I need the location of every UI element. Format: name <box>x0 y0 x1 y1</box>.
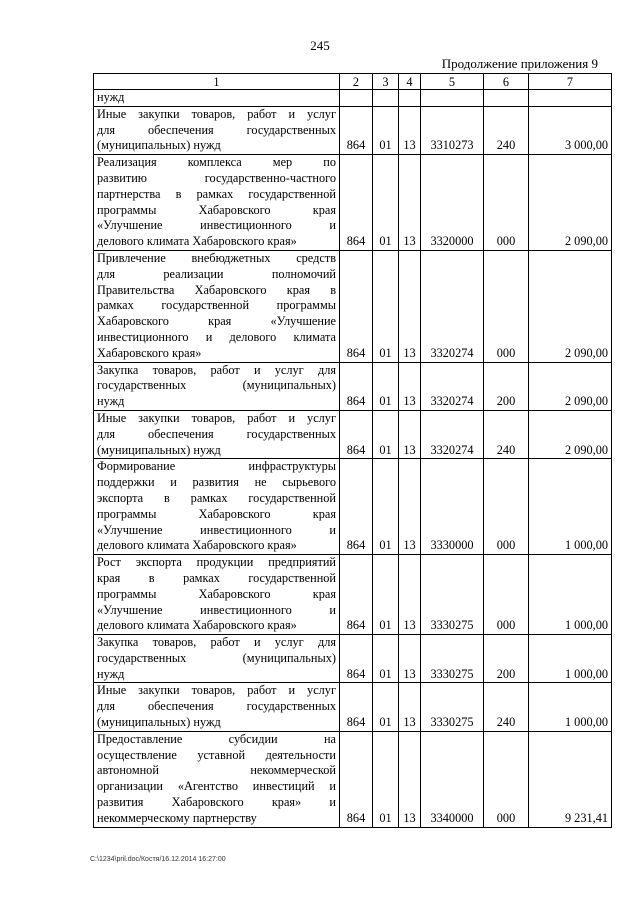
row-description <box>94 362 340 410</box>
ministry-code: 864 <box>340 731 373 827</box>
row-description <box>94 459 340 555</box>
subsection-code: 13 <box>399 731 421 827</box>
table-row <box>94 155 612 251</box>
expense-type-code: 000 <box>484 155 529 251</box>
amount: 9 231,41 <box>529 731 612 827</box>
description-line: развития Хабаровского края» и <box>97 795 336 810</box>
description-line: программы Хабаровского края <box>97 586 336 601</box>
expense-type-code: 200 <box>484 635 529 683</box>
row-description <box>94 90 340 107</box>
expense-type-code: 000 <box>484 731 529 827</box>
description-line: «Улучшение инвестиционного и <box>97 602 336 617</box>
section-code: 01 <box>373 635 399 683</box>
ministry-code: 864 <box>340 459 373 555</box>
target-article-code: 3330275 <box>421 555 484 635</box>
appendix-note: Продолжение приложения 9 <box>441 56 598 71</box>
target-article-code: 3330000 <box>421 459 484 555</box>
subsection-code: 13 <box>399 635 421 683</box>
amount: 3 000,00 <box>529 106 612 154</box>
target-article-code <box>421 90 484 107</box>
subsection-code: 13 <box>399 362 421 410</box>
expense-type-code: 000 <box>484 459 529 555</box>
file-path-footer: C:\1234\pril.doc/Костя/16.12.2014 16:27:00 <box>90 856 226 863</box>
section-code: 01 <box>373 250 399 362</box>
target-article-code: 3320274 <box>421 250 484 362</box>
description-line: нужд <box>97 666 125 681</box>
description-line: некоммерческому партнерству <box>97 810 257 825</box>
row-description <box>94 410 340 458</box>
page-number: 245 <box>310 38 330 53</box>
description-line: инвестиционного и делового климата <box>97 329 336 344</box>
expense-type-code <box>484 90 529 107</box>
description-line: Формирование инфраструктуры <box>97 459 336 474</box>
table-row <box>94 410 612 458</box>
table-row <box>94 106 612 154</box>
section-code: 01 <box>373 410 399 458</box>
table-row <box>94 731 612 827</box>
target-article-code: 3330275 <box>421 635 484 683</box>
row-description <box>94 250 340 362</box>
amount: 1 000,00 <box>529 459 612 555</box>
description-line: поддержки и развития не сырьевого <box>97 475 336 490</box>
table-row <box>94 459 612 555</box>
section-code: 01 <box>373 155 399 251</box>
expense-type-code: 240 <box>484 410 529 458</box>
amount: 1 000,00 <box>529 683 612 731</box>
description-line: Закупка товаров, работ и услуг для <box>97 362 336 377</box>
description-line: Иные закупки товаров, работ и услуг <box>97 683 336 698</box>
description-line: Правительства Хабаровского края в <box>97 282 336 297</box>
description-line: (муниципальных) нужд <box>97 715 221 730</box>
row-description <box>94 155 340 251</box>
amount: 2 090,00 <box>529 410 612 458</box>
description-line: Закупка товаров, работ и услуг для <box>97 635 336 650</box>
table-row <box>94 683 612 731</box>
description-line: Реализация комплекса мер по <box>97 155 336 170</box>
target-article-code: 3340000 <box>421 731 484 827</box>
description-line: для обеспечения государственных <box>97 122 336 137</box>
description-line: для обеспечения государственных <box>97 426 336 441</box>
table-body <box>94 90 612 828</box>
description-line: Предоставление субсидии на <box>97 731 336 746</box>
description-line: Привлечение внебюджетных средств <box>97 250 336 265</box>
description-line: Рост экспорта продукции предприятий <box>97 555 336 570</box>
header-cell: 2 <box>340 74 373 90</box>
section-code: 01 <box>373 683 399 731</box>
subsection-code: 13 <box>399 459 421 555</box>
budget-table <box>93 73 612 828</box>
amount: 1 000,00 <box>529 555 612 635</box>
description-line: программы Хабаровского края <box>97 506 336 521</box>
description-line: Хабаровского края» <box>97 345 202 360</box>
expense-type-code: 000 <box>484 250 529 362</box>
description-line: «Улучшение инвестиционного и <box>97 522 336 537</box>
description-line: осуществление уставной деятельности <box>97 747 336 762</box>
section-code: 01 <box>373 459 399 555</box>
section-code: 01 <box>373 731 399 827</box>
description-line: Иные закупки товаров, работ и услуг <box>97 106 336 121</box>
description-line: организации «Агентство инвестиций и <box>97 779 336 794</box>
description-line: «Улучшение инвестиционного и <box>97 218 336 233</box>
description-line: (муниципальных) нужд <box>97 138 221 153</box>
description-line: Хабаровского края «Улучшение <box>97 314 336 329</box>
expense-type-code: 200 <box>484 362 529 410</box>
amount <box>529 90 612 107</box>
table-header-row <box>94 74 612 90</box>
expense-type-code: 240 <box>484 106 529 154</box>
target-article-code: 3320274 <box>421 362 484 410</box>
subsection-code: 13 <box>399 106 421 154</box>
amount: 2 090,00 <box>529 250 612 362</box>
description-line: экспорта в рамках государственной <box>97 490 336 505</box>
ministry-code: 864 <box>340 250 373 362</box>
ministry-code: 864 <box>340 555 373 635</box>
subsection-code: 13 <box>399 683 421 731</box>
target-article-code: 3330275 <box>421 683 484 731</box>
amount: 2 090,00 <box>529 155 612 251</box>
header-cell: 4 <box>399 74 421 90</box>
section-code: 01 <box>373 362 399 410</box>
description-line: делового климата Хабаровского края» <box>97 618 297 633</box>
description-line: рамках государственной программы <box>97 298 336 313</box>
row-description <box>94 731 340 827</box>
header-cell: 5 <box>421 74 484 90</box>
table-row <box>94 250 612 362</box>
ministry-code <box>340 90 373 107</box>
header-cell: 1 <box>94 74 340 90</box>
description-line: делового климата Хабаровского края» <box>97 234 297 249</box>
ministry-code: 864 <box>340 362 373 410</box>
row-description <box>94 635 340 683</box>
description-line: развитию государственно-частного <box>97 170 336 185</box>
subsection-code: 13 <box>399 410 421 458</box>
expense-type-code: 240 <box>484 683 529 731</box>
section-code: 01 <box>373 106 399 154</box>
subsection-code: 13 <box>399 155 421 251</box>
row-description <box>94 555 340 635</box>
amount: 2 090,00 <box>529 362 612 410</box>
row-description <box>94 106 340 154</box>
table-row <box>94 635 612 683</box>
description-line: Иные закупки товаров, работ и услуг <box>97 410 336 425</box>
table-row <box>94 555 612 635</box>
description-line: государственных (муниципальных) <box>97 378 336 393</box>
table-row <box>94 362 612 410</box>
ministry-code: 864 <box>340 106 373 154</box>
target-article-code: 3310273 <box>421 106 484 154</box>
expense-type-code: 000 <box>484 555 529 635</box>
description-line: делового климата Хабаровского края» <box>97 538 297 553</box>
row-description <box>94 683 340 731</box>
ministry-code: 864 <box>340 410 373 458</box>
ministry-code: 864 <box>340 683 373 731</box>
description-line: программы Хабаровского края <box>97 202 336 217</box>
amount: 1 000,00 <box>529 635 612 683</box>
ministry-code: 864 <box>340 155 373 251</box>
table-row <box>94 90 612 107</box>
subsection-code: 13 <box>399 250 421 362</box>
ministry-code: 864 <box>340 635 373 683</box>
target-article-code: 3320000 <box>421 155 484 251</box>
description-line: (муниципальных) нужд <box>97 442 221 457</box>
section-code <box>373 90 399 107</box>
subsection-code <box>399 90 421 107</box>
description-line: партнерства в рамках государственной <box>97 186 336 201</box>
description-line: нужд <box>97 394 125 409</box>
target-article-code: 3320274 <box>421 410 484 458</box>
header-cell: 6 <box>484 74 529 90</box>
description-line: для реализации полномочий <box>97 266 336 281</box>
description-line: государственных (муниципальных) <box>97 650 336 665</box>
header-cell: 3 <box>373 74 399 90</box>
description-line: нужд <box>97 90 125 104</box>
description-line: автономной некоммерческой <box>97 763 336 778</box>
subsection-code: 13 <box>399 555 421 635</box>
description-line: края в рамках государственной <box>97 570 336 585</box>
header-cell: 7 <box>529 74 612 90</box>
section-code: 01 <box>373 555 399 635</box>
description-line: для обеспечения государственных <box>97 699 336 714</box>
